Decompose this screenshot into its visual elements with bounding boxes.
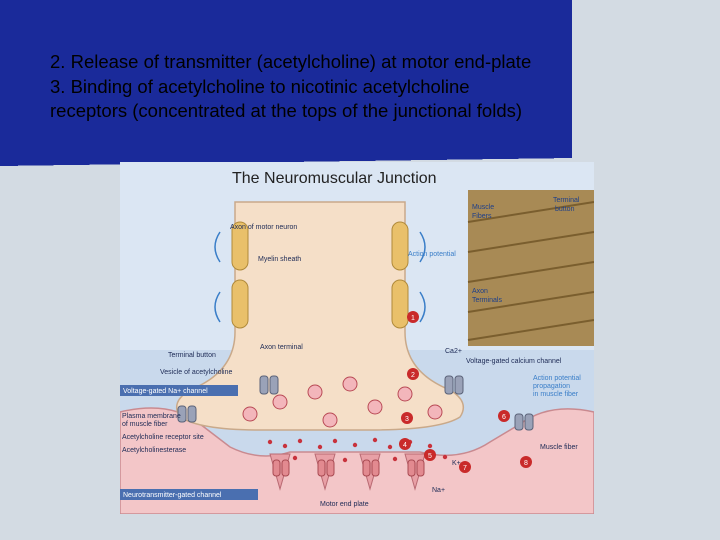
- label-ap-propagation-3: in muscle fiber: [533, 391, 579, 398]
- bullet-item-2: [50, 50, 531, 75]
- nmj-diagram: [120, 162, 594, 514]
- label-ach-receptor: Acetylcholine receptor site: [122, 434, 204, 441]
- label-na-channel: Voltage-gated Na+ channel: [123, 388, 208, 395]
- label-k: K+: [452, 460, 461, 467]
- bullet-list: [50, 50, 531, 124]
- bullet-number: 3.: [50, 75, 66, 97]
- bullet-text: Binding of acetylcholine to nicotinic acetylcholine: [70, 75, 470, 97]
- label-axon-motor-neuron: Axon of motor neuron: [230, 224, 298, 231]
- label-micrograph-terminals: Terminals: [472, 297, 502, 304]
- nmj-figure: [120, 162, 594, 514]
- label-micrograph-terminal: Terminal: [553, 197, 580, 204]
- bullet-item-3-cont: [50, 99, 531, 124]
- label-micrograph-axon: Axon: [472, 288, 488, 295]
- bullet-item-3: [50, 75, 531, 100]
- label-axon-terminal: Axon terminal: [260, 344, 303, 351]
- step-number: 3: [405, 416, 409, 423]
- label-muscle-fiber: Muscle fiber: [540, 444, 578, 451]
- label-myelin-sheath: Myelin sheath: [258, 256, 302, 263]
- label-ach-esterase: Acetylcholinesterase: [122, 447, 187, 454]
- label-micrograph-fibers: Fibers: [472, 213, 492, 220]
- label-ca-channel: Voltage-gated calcium channel: [466, 358, 562, 365]
- label-plasma-membrane-2: of muscle fiber: [122, 421, 168, 428]
- label-motor-end-plate: Motor end plate: [320, 501, 369, 508]
- label-ap-propagation-1: Action potential: [533, 375, 581, 382]
- label-action-potential: Action potential: [408, 251, 456, 258]
- label-nt-gated-channel: Neurotransmitter-gated channel: [123, 492, 222, 499]
- step-number: 6: [502, 414, 506, 421]
- bullet-text: Release of transmitter (acetylcholine) at motor end-plate: [70, 51, 532, 72]
- label-na: Na+: [432, 487, 446, 494]
- label-plasma-membrane: Plasma membrane: [122, 413, 181, 420]
- step-number: 2: [411, 372, 415, 379]
- label-micrograph-button: button: [555, 206, 575, 213]
- figure-title: The Neuromuscular Junction: [232, 170, 437, 187]
- step-number: 4: [403, 442, 407, 449]
- bullet-number: 2.: [50, 51, 66, 72]
- bullet-text: receptors (concentrated at the tops of the junctional folds): [50, 100, 523, 121]
- label-ca: Ca2+: [445, 348, 462, 355]
- step-number: 7: [463, 465, 467, 472]
- step-number: 8: [524, 460, 528, 467]
- step-number: 1: [411, 315, 415, 322]
- step-number: 5: [428, 453, 432, 460]
- label-terminal-button: Terminal button: [168, 352, 216, 359]
- label-vesicle: Vesicle of acetylcholine: [160, 369, 233, 376]
- label-micrograph-muscle: Muscle: [472, 204, 495, 211]
- label-ap-propagation-2: propagation: [533, 383, 570, 390]
